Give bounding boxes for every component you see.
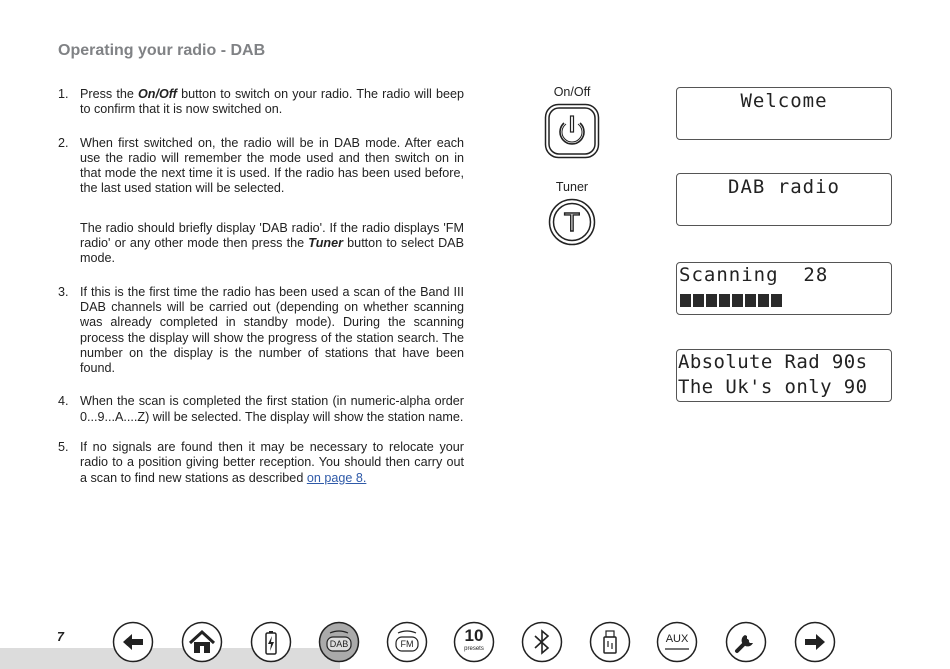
progress-block	[771, 294, 782, 307]
step-text: If this is the first time the radio has been used a scan of the Band III DAB channels will be carried out (depending on whether scanning was already completed in standby mode). During the scanning process the display will show the progress of the station search. The number on the display is the number of stations that have been found.	[80, 284, 464, 376]
step-number: 4.	[58, 394, 69, 409]
forward-arrow-icon[interactable]	[794, 621, 836, 663]
lcd-line: Absolute Rad 90s	[678, 351, 868, 373]
usb-icon[interactable]	[589, 621, 631, 663]
progress-block	[706, 294, 717, 307]
step-number: 1.	[58, 87, 69, 101]
lcd-line: DAB radio	[728, 176, 840, 198]
power-button-icon	[544, 103, 600, 159]
progress-block	[693, 294, 704, 307]
presets-label: presets	[464, 646, 484, 652]
step-text: button to select DAB mode.	[80, 236, 464, 266]
progress-block	[732, 294, 743, 307]
progress-block	[719, 294, 730, 307]
onoff-label: On/Off	[553, 85, 591, 99]
step-text: If no signals are found then it may be necessary to relocate your radio to a position giving better reception. You should then carry out a scan to find new stations as described	[80, 440, 464, 485]
dab-icon[interactable]	[318, 621, 360, 663]
lcd-welcome	[676, 87, 892, 140]
step-text: The radio should briefly display 'DAB radio'. If the radio displays 'FM radio' or any other mode then press the	[80, 220, 464, 251]
presets-icon[interactable]	[453, 621, 495, 663]
fm-text: FM	[400, 639, 414, 649]
lcd-dab-radio	[676, 173, 892, 226]
step-text: button to switch on your radio. The radio will beep to confirm that it is now switched on.	[80, 87, 464, 117]
lcd-line: The Uk's only 90	[678, 376, 868, 398]
tuner-button-icon	[548, 198, 596, 246]
wrench-icon[interactable]	[725, 621, 767, 663]
list-item	[58, 87, 464, 118]
progress-block	[758, 294, 769, 307]
aux-icon[interactable]	[656, 621, 698, 663]
step-emphasis: Tuner	[308, 236, 344, 251]
page-number: 7	[57, 630, 64, 644]
lcd-station	[676, 349, 892, 402]
step-number: 2.	[58, 135, 69, 150]
step-emphasis: On/Off	[138, 87, 177, 101]
battery-icon[interactable]	[250, 621, 292, 663]
page-8-link[interactable]: on page 8.	[306, 470, 367, 485]
dab-text: DAB	[329, 639, 349, 649]
scan-progress-bar	[680, 294, 782, 307]
step-number: 5.	[58, 440, 69, 455]
fm-icon[interactable]	[386, 621, 428, 663]
aux-text: AUX	[665, 633, 689, 645]
lcd-line: Welcome	[740, 90, 828, 112]
list-item	[58, 394, 464, 425]
step-text: When the scan is completed the first station (in numeric-alpha order 0...9...A....Z) will be selected. The display will show the station name.	[80, 394, 464, 424]
list-item	[58, 285, 464, 377]
lcd-scanning	[676, 262, 892, 315]
back-arrow-icon[interactable]	[112, 621, 154, 663]
instruction-list	[58, 87, 464, 486]
step-text: When first switched on, the radio will be in DAB mode. After each use the radio will remember the mode used and then switch on in that mode the next time it is used. If the radio has been used before, the last used station will be selected.	[80, 135, 464, 196]
step-number: 3.	[58, 284, 69, 299]
tuner-label: Tuner	[555, 180, 589, 194]
home-icon[interactable]	[181, 621, 223, 663]
bluetooth-icon[interactable]	[521, 621, 563, 663]
presets-number: 10	[464, 626, 484, 645]
list-item	[58, 136, 464, 197]
lcd-line: Scanning 28	[679, 264, 829, 286]
page-title: Operating your radio - DAB	[58, 42, 266, 59]
list-item	[58, 440, 464, 486]
tuner-letter: T	[564, 207, 580, 237]
progress-block	[680, 294, 691, 307]
step-text: Press the	[80, 87, 139, 101]
nav-bar	[0, 621, 950, 669]
list-item-continued	[58, 221, 464, 267]
progress-block	[745, 294, 756, 307]
